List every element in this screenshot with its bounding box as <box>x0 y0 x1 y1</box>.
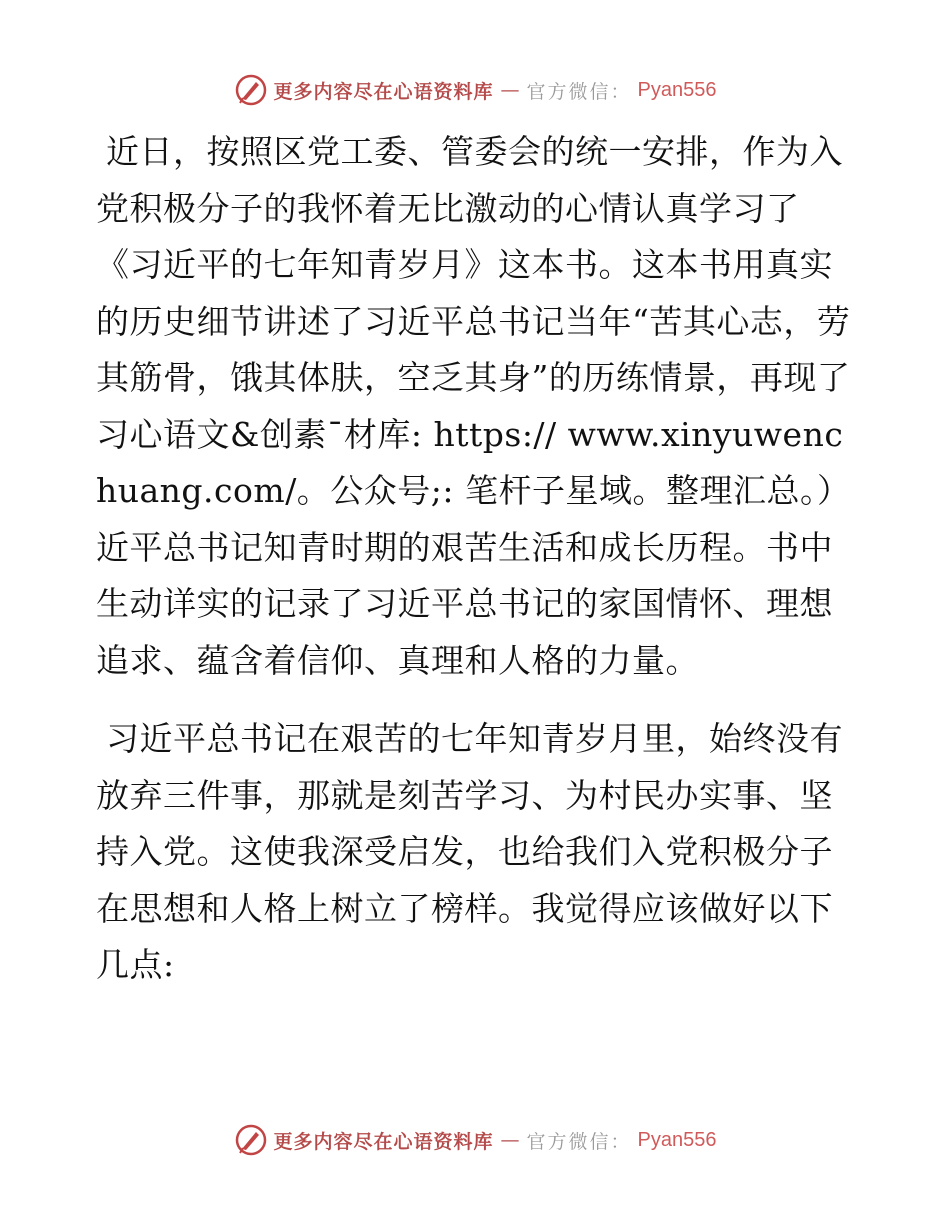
quill-logo-icon <box>234 1123 268 1157</box>
watermark-brand: 更多内容尽在心语资料库 <box>273 80 494 103</box>
watermark-separator: — <box>500 1129 520 1151</box>
watermark-brand: 更多内容尽在心语资料库 <box>273 1130 494 1153</box>
watermark-wechat-id: Pyan556 <box>637 78 717 101</box>
paragraph-2: 习近平总书记在艰苦的七年知青岁月里，始终没有放弃三件事，那就是刻苦学习、为村民办实事、坚持入党。这使我深受启发，也给我们入党积极分子在思想和人格上树立了榜样。我觉得应该做好以下几点: <box>96 719 843 984</box>
watermark-official-label: 官方微信： <box>526 80 632 103</box>
paragraph-1: 近日，按照区党工委、管委会的统一安排，作为入党积极分子的我怀着无比激动的心情认真学习了《习近平的七年知青岁月》这本书。这本书用真实的历史细节讲述了习近平总书记当年“苦其心志，劳其筋骨，饿其体肤，空乏其身”的历练情景，再现了习心语文&创素¯材库: https:// www.xinyuwenchuang.com/。公众号;: 笔杆子星域。整理汇总。）近平总书记知青时期的艰苦生活和成长历程。书中生动详实的记录了习近平总书记的家国情怀、理想追求、蕴含着信仰、真理和人格的力量。 <box>96 132 851 680</box>
header-watermark <box>0 70 950 110</box>
watermark-wechat-id: Pyan556 <box>637 1128 717 1151</box>
document-body <box>96 124 856 994</box>
watermark-official-label: 官方微信： <box>526 1130 632 1153</box>
footer-watermark <box>0 1120 950 1160</box>
quill-logo-icon <box>234 73 268 107</box>
watermark-separator: — <box>500 79 520 101</box>
